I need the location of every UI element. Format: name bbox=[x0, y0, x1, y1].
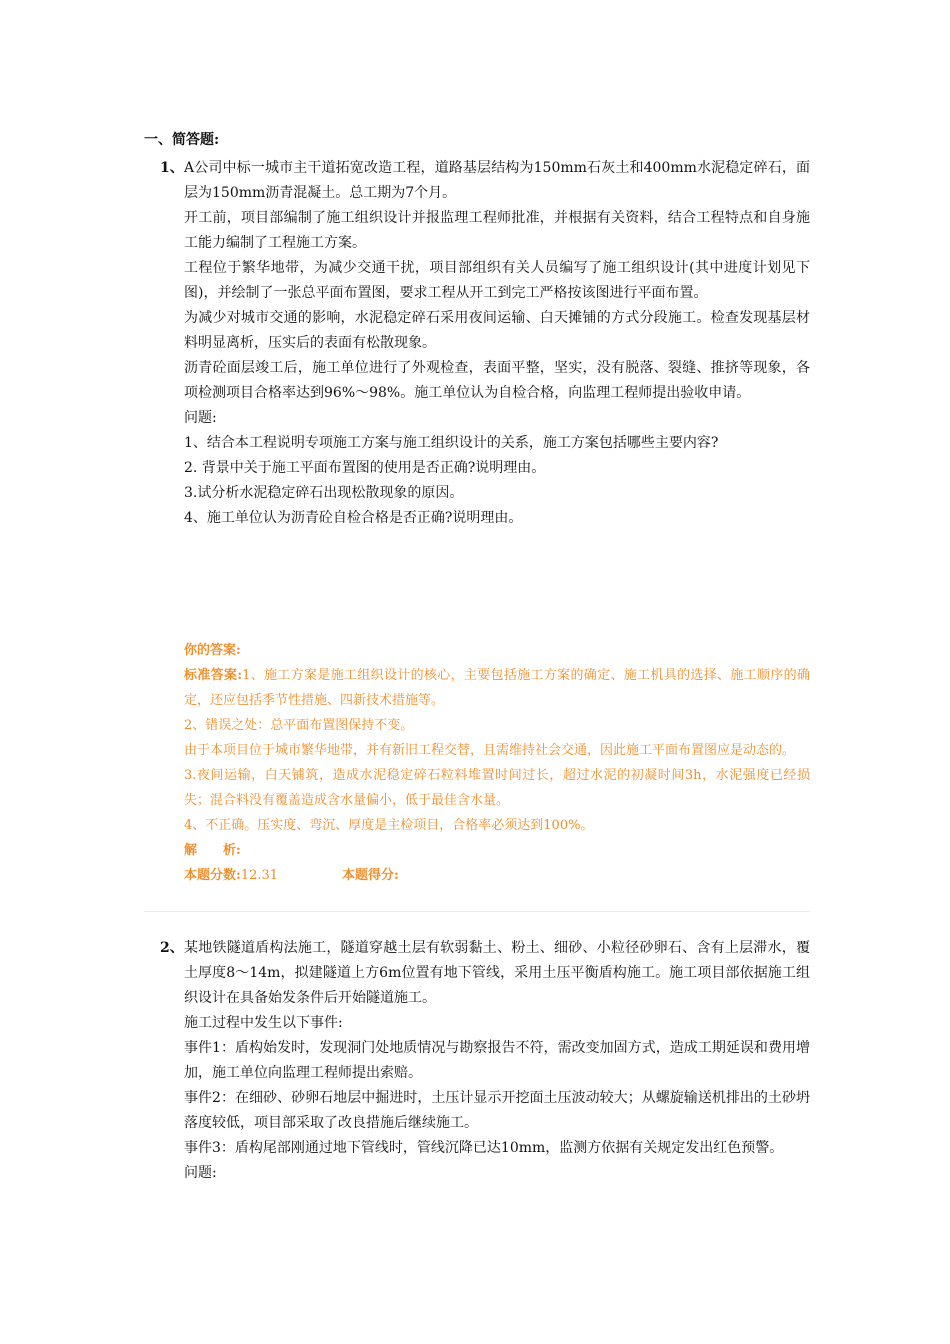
question-2 bbox=[160, 936, 810, 1186]
answer-line: 由于本项目位于城市繁华地带，并有新旧工程交替，且需维持社会交通，因此施工平面布置图应是动态的。 bbox=[184, 743, 796, 758]
standard-answer bbox=[184, 663, 810, 713]
analysis-label: 解 析: bbox=[184, 843, 241, 858]
answer-block bbox=[184, 638, 810, 888]
question-paragraph: 沥青砼面层竣工后，施工单位进行了外观检查，表面平整，坚实，没有脱落、裂缝、推挤等现象，各项检测项目合格率达到96%～98%。施工单位认为自检合格，向监理工程师提出验收申请。 bbox=[184, 360, 810, 401]
question-paragraph: 为减少对城市交通的影响，水泥稳定碎石采用夜间运输、白天摊铺的方式分段施工。检查发现基层材料明显离析，压实后的表面有松散现象。 bbox=[184, 310, 810, 351]
question-paragraph: 某地铁隧道盾构法施工，隧道穿越土层有软弱黏土、粉土、细砂、小粒径砂卵石、含有上层滞水，覆土厚度8～14m，拟建隧道上方6m位置有地下管线，采用土压平衡盾构施工。施工项目部依据施工组织设计在具备始发条件后开始隧道施工。 bbox=[184, 940, 810, 1006]
question-divider bbox=[144, 911, 810, 912]
answer-line: 4、不正确。压实度、弯沉、厚度是主检项目，合格率必须达到100%。 bbox=[184, 818, 594, 833]
question-paragraph: 事件3：盾构尾部刚通过地下管线时，管线沉降已达10mm，监测方依据有关规定发出红色预警。 bbox=[184, 1140, 784, 1156]
answer-line: 2、错误之处：总平面布置图保持不变。 bbox=[184, 718, 414, 733]
question-number: 1、 bbox=[160, 160, 184, 176]
standard-answer-label: 标准答案: bbox=[184, 668, 243, 683]
question-1 bbox=[160, 156, 810, 531]
got-score-label: 本题得分: bbox=[342, 868, 399, 883]
question-paragraph: 开工前，项目部编制了施工组织设计并报监理工程师批准，并根据有关资料，结合工程特点和自身施工能力编制了工程施工方案。 bbox=[184, 210, 810, 251]
question-body bbox=[184, 936, 810, 1186]
your-answer-label: 你的答案: bbox=[184, 643, 241, 658]
question-paragraph: 施工过程中发生以下事件: bbox=[184, 1015, 343, 1031]
answer-line: 3.夜间运输，白天铺筑，造成水泥稳定碎石粒料堆置时间过长，超过水泥的初凝时间3h，水泥强度已经损失；混合料没有覆盖造成含水量偏小，低于最佳含水量。 bbox=[184, 768, 810, 808]
sub-question: 4、施工单位认为沥青砼自检合格是否正确?说明理由。 bbox=[184, 510, 523, 526]
score-label: 本题分数: bbox=[184, 868, 241, 883]
question-paragraph: A公司中标一城市主干道拓宽改造工程，道路基层结构为150mm石灰土和400mm水泥稳定碎石，面层为150mm沥青混凝土。总工期为7个月。 bbox=[184, 160, 810, 201]
section-title: 一、简答题: bbox=[144, 132, 220, 148]
sub-question: 3.试分析水泥稳定碎石出现松散现象的原因。 bbox=[184, 485, 464, 501]
score-value: 12.31 bbox=[240, 868, 279, 883]
question-paragraph: 事件2：在细砂、砂卵石地层中掘进时，土压计显示开挖面土压波动较大；从螺旋输送机排出的土砂坍落度较低，项目部采取了改良措施后继续施工。 bbox=[184, 1090, 810, 1131]
question-paragraph: 事件1：盾构始发时，发现洞门处地质情况与勘察报告不符，需改变加固方式，造成工期延误和费用增加，施工单位向监理工程师提出索赔。 bbox=[184, 1040, 810, 1081]
sub-question: 1、结合本工程说明专项施工方案与施工组织设计的关系，施工方案包括哪些主要内容? bbox=[184, 435, 719, 451]
question-label: 问题: bbox=[184, 410, 217, 426]
question-number: 2、 bbox=[160, 940, 184, 956]
score-row bbox=[184, 863, 810, 888]
standard-answer-text: 1、施工方案是施工组织设计的核心，主要包括施工方案的确定、施工机具的选择、施工顺序的确定，还应包括季节性措施、四新技术措施等。 bbox=[184, 668, 810, 708]
question-label: 问题: bbox=[184, 1165, 217, 1181]
sub-question: 2. 背景中关于施工平面布置图的使用是否正确?说明理由。 bbox=[184, 460, 546, 476]
question-body bbox=[184, 156, 810, 531]
question-paragraph: 工程位于繁华地带，为减少交通干扰，项目部组织有关人员编写了施工组织设计(其中进度计划见下图)，并绘制了一张总平面布置图，要求工程从开工到完工严格按该图进行平面布置。 bbox=[184, 260, 810, 301]
